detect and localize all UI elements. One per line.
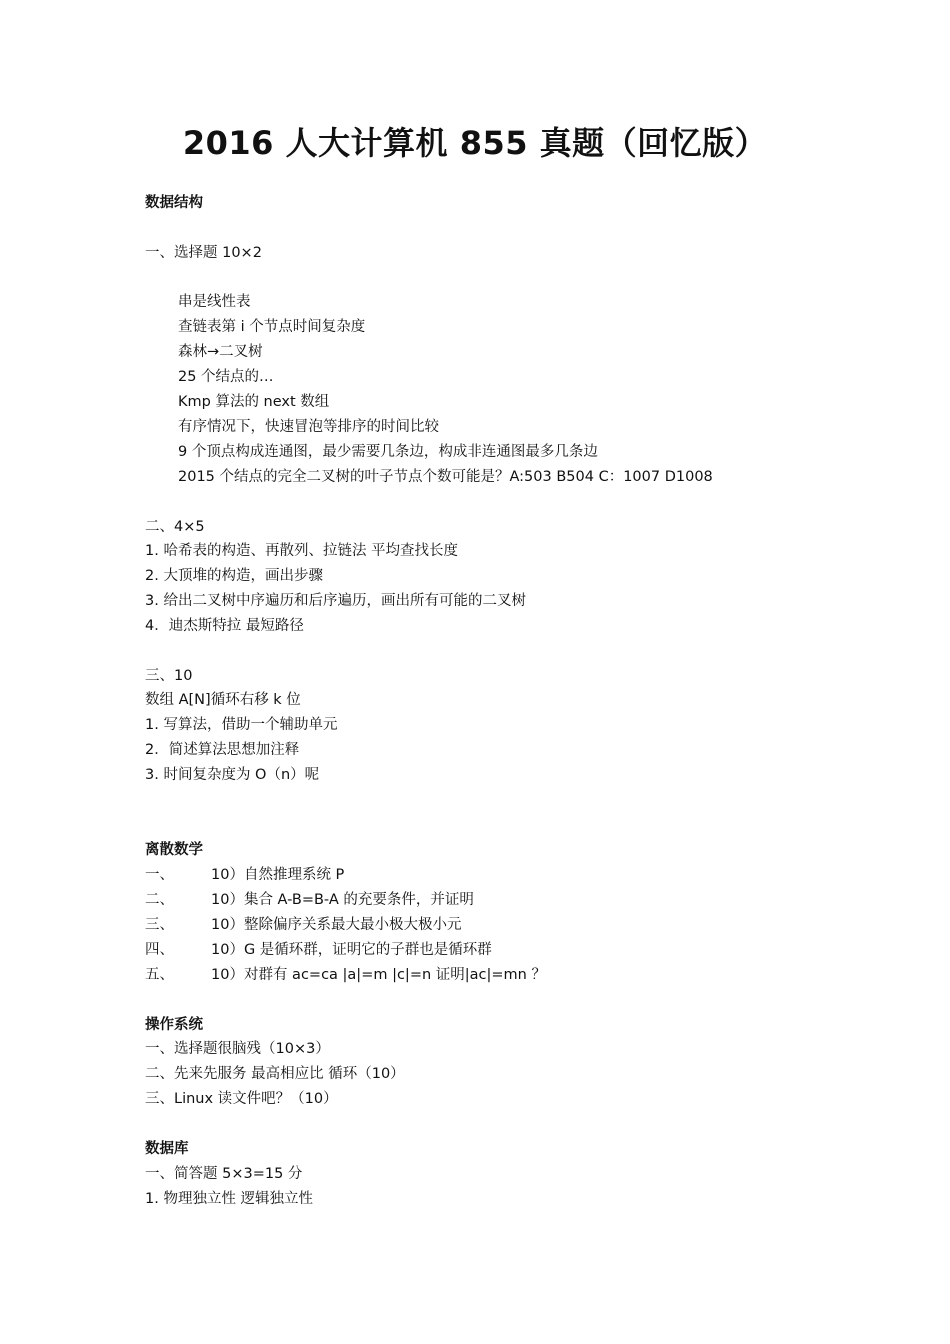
list-item: 三、Linux 读文件吧？（10） <box>145 1091 338 1107</box>
section-heading-database: 数据库 <box>145 1141 189 1157</box>
list-item: 1. 哈希表的构造、再散列、拉链法 平均查找长度 <box>145 543 459 559</box>
list-item: 1. 写算法，借助一个辅助单元 <box>145 717 338 733</box>
item-number: 四、 <box>145 942 174 958</box>
item-text: 10）集合 A-B=B-A 的充要条件，并证明 <box>211 892 474 908</box>
item-text: 10）整除偏序关系最大最小极大极小元 <box>211 917 462 933</box>
list-item: 3. 时间复杂度为 O（n）呢 <box>145 767 320 783</box>
item-text: 10）对群有 ac=ca |a|=m |c|=n 证明|ac|=mn ？ <box>211 967 546 983</box>
list-item <box>145 865 344 885</box>
section-heading-operating-systems: 操作系统 <box>145 1017 203 1033</box>
list-item: 森林→二叉树 <box>178 344 263 360</box>
page-title: 2016 人大计算机 855 真题（回忆版） <box>182 124 768 162</box>
list-item: 2. 大顶堆的构造，画出步骤 <box>145 568 323 584</box>
list-item: 25 个结点的… <box>178 369 274 385</box>
subsection-heading-short-answer: 二、4×5 <box>145 519 205 535</box>
subsection-heading-algorithm: 三、10 <box>145 668 193 684</box>
list-item: 一、简答题 5×3=15 分 <box>145 1166 303 1182</box>
list-item: 查链表第 i 个节点时间复杂度 <box>178 319 366 335</box>
list-item <box>145 890 474 910</box>
item-text: 10）G 是循环群，证明它的子群也是循环群 <box>211 942 492 958</box>
list-item: 4．迪杰斯特拉 最短路径 <box>145 618 304 634</box>
list-item: 2．简述算法思想加注释 <box>145 742 300 758</box>
item-number: 三、 <box>145 917 174 933</box>
subsection-heading-choice: 一、选择题 10×2 <box>145 245 262 261</box>
item-number: 二、 <box>145 892 174 908</box>
list-item: 9 个顶点构成连通图，最少需要几条边，构成非连通图最多几条边 <box>178 444 598 460</box>
list-item: 串是线性表 <box>178 294 251 310</box>
list-item <box>145 965 546 985</box>
list-item: 数组 A[N]循环右移 k 位 <box>145 692 301 708</box>
list-item: Kmp 算法的 next 数组 <box>178 394 330 410</box>
list-item <box>145 940 492 960</box>
section-heading-discrete-math: 离散数学 <box>145 842 203 858</box>
item-number: 五、 <box>145 967 174 983</box>
list-item: 一、选择题很脑残（10×3） <box>145 1041 330 1057</box>
list-item: 二、先来先服务 最高相应比 循环（10） <box>145 1066 405 1082</box>
list-item: 3. 给出二叉树中序遍历和后序遍历，画出所有可能的二叉树 <box>145 593 526 609</box>
list-item: 有序情况下，快速冒泡等排序的时间比较 <box>178 419 439 435</box>
section-heading-data-structures: 数据结构 <box>145 195 203 211</box>
list-item: 2015 个结点的完全二叉树的叶子节点个数可能是？A:503 B504 C：1007 D1008 <box>178 469 713 485</box>
item-text: 10）自然推理系统 P <box>211 867 345 883</box>
list-item <box>145 915 461 935</box>
list-item: 1. 物理独立性 逻辑独立性 <box>145 1191 314 1207</box>
item-number: 一、 <box>145 867 174 883</box>
